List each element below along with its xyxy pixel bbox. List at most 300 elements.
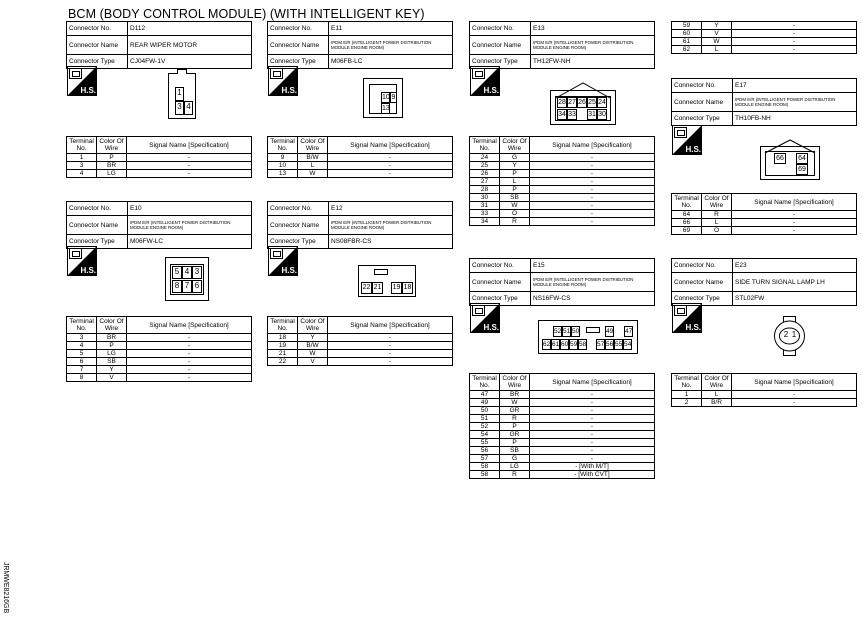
pin: 49 (606, 328, 614, 335)
table-row (67, 154, 252, 162)
table-cell: IPDM E/R (INTELLIGENT POWER DISTRIBUTION MODULE ENGINE ROOM) (128, 216, 252, 235)
connector-e12-table (267, 316, 453, 366)
pin: 54 (624, 341, 632, 348)
table-cell: TH10FB-NH (733, 112, 857, 126)
table-cell: 64 (672, 211, 702, 219)
table-row (470, 170, 655, 178)
hs-harness-side-icon: H.S. (268, 246, 298, 276)
table-cell: W (298, 350, 328, 358)
pin: 59 (570, 341, 578, 348)
pin: 26 (578, 99, 586, 106)
table-row (470, 186, 655, 194)
connector-e23-info (671, 258, 857, 306)
table-cell: 51 (470, 415, 500, 423)
table-cell: 13 (268, 170, 298, 178)
pin: 21 (372, 282, 383, 294)
table-cell: - (732, 46, 857, 54)
table-row (672, 22, 857, 30)
pin: 25 (588, 99, 596, 106)
table-cell: 58 (470, 471, 500, 479)
pin: 22 (361, 282, 372, 294)
table-cell: B/W (298, 342, 328, 350)
table-row (67, 366, 252, 374)
table-header-cell: Color Of Wire (298, 317, 328, 334)
table-cell: 49 (470, 399, 500, 407)
table-cell: 9 (268, 154, 298, 162)
table-cell: Connector Name (268, 216, 329, 235)
pin: 30 (598, 111, 606, 118)
table-cell: 28 (470, 186, 500, 194)
table-row (470, 439, 655, 447)
pin: 61 (552, 341, 560, 348)
table-cell: 31 (470, 202, 500, 210)
table-cell: - (328, 342, 453, 350)
pin: 56 (606, 341, 614, 348)
table-cell: E10 (128, 202, 252, 216)
table-row (470, 162, 655, 170)
table-cell: Connector No. (67, 22, 128, 36)
pin: 28 (558, 99, 566, 106)
table-cell: 50 (470, 407, 500, 415)
table-cell: IPDM E/R (INTELLIGENT POWER DISTRIBUTION MODULE ENGINE ROOM) (531, 36, 655, 55)
table-row (470, 431, 655, 439)
table-cell: R (500, 471, 530, 479)
table-header-cell: Signal Name [Specification] (732, 374, 857, 391)
table-cell: SB (500, 194, 530, 202)
connector-e10-info (66, 201, 252, 249)
table-cell: 3 (67, 162, 97, 170)
pin: 47 (625, 328, 633, 335)
table-row (67, 374, 252, 382)
table-row (268, 342, 453, 350)
table-row (470, 463, 655, 471)
table-cell: 66 (672, 219, 702, 227)
table-row (67, 350, 252, 358)
table-cell: Connector No. (67, 202, 128, 216)
connector-e17-table (671, 193, 857, 235)
connector-e11-table (267, 136, 453, 178)
table-cell: W (500, 202, 530, 210)
table-row (672, 391, 857, 399)
table-header-cell: Terminal No. (470, 374, 500, 391)
table-cell: - (732, 219, 857, 227)
table-cell: Connector Type (268, 55, 329, 69)
table-cell: M06FW-LC (128, 235, 252, 249)
connector-e11-info (267, 21, 453, 69)
table-cell: Connector Type (470, 55, 531, 69)
table-cell: P (500, 170, 530, 178)
pin: 57 (597, 341, 605, 348)
table-cell: Connector No. (470, 259, 531, 273)
table-cell: - [With M/T] (530, 463, 655, 471)
table-cell: 19 (268, 342, 298, 350)
table-cell: 2 (672, 399, 702, 407)
table-cell: Connector Type (67, 235, 128, 249)
table-cell: 52 (470, 423, 500, 431)
table-cell: Connector No. (672, 79, 733, 93)
table-cell: R (702, 211, 732, 219)
table-cell: W (500, 399, 530, 407)
table-cell: V (97, 374, 127, 382)
table-cell: - (530, 202, 655, 210)
table-cell: - (732, 391, 857, 399)
table-cell: 18 (268, 334, 298, 342)
table-row (672, 30, 857, 38)
table-cell: CJ04FW-1V (128, 55, 252, 69)
table-cell: 47 (470, 391, 500, 399)
table-cell: P (500, 186, 530, 194)
pin: 3 (175, 101, 184, 115)
table-cell: 61 (672, 38, 702, 46)
table-cell: Connector Name (67, 36, 128, 55)
table-cell: E13 (531, 22, 655, 36)
table-row (672, 38, 857, 46)
table-header-cell: Signal Name [Specification] (127, 317, 252, 334)
connector-e10-table (66, 316, 252, 382)
table-cell: - (127, 374, 252, 382)
table-row (268, 334, 453, 342)
table-header-cell: Signal Name [Specification] (328, 317, 453, 334)
pin: 62 (543, 341, 551, 348)
table-cell: - (127, 366, 252, 374)
table-row (470, 415, 655, 423)
hs-harness-side-icon: H.S. (67, 246, 97, 276)
hs-harness-side-icon: H.S. (672, 303, 702, 333)
table-cell: Connector Type (67, 55, 128, 69)
table-cell: 4 (67, 342, 97, 350)
table-cell: - (530, 391, 655, 399)
table-cell: Connector Type (672, 112, 733, 126)
table-cell: - (530, 154, 655, 162)
table-cell: BR (97, 162, 127, 170)
table-cell: 21 (268, 350, 298, 358)
table-row (672, 46, 857, 54)
pin: 55 (615, 341, 623, 348)
table-cell: L (702, 219, 732, 227)
connector-d112-info (66, 21, 252, 69)
pin: 64 (796, 153, 808, 164)
table-cell: Y (97, 366, 127, 374)
table-cell: - (732, 227, 857, 235)
table-cell: 60 (672, 30, 702, 38)
table-cell: NS16FW-CS (531, 292, 655, 306)
pin: 31 (588, 111, 596, 118)
table-cell: L (702, 46, 732, 54)
table-cell: - (732, 211, 857, 219)
table-header-cell: Color Of Wire (500, 137, 530, 154)
table-cell: G (500, 154, 530, 162)
pin: 5 (172, 266, 182, 279)
table-cell: 59 (672, 22, 702, 30)
table-header-cell: Signal Name [Specification] (530, 374, 655, 391)
table-cell: - (530, 399, 655, 407)
table-row (470, 423, 655, 431)
table-cell: - (127, 358, 252, 366)
table-cell: 55 (470, 439, 500, 447)
table-cell: - (530, 194, 655, 202)
table-cell: Y (500, 162, 530, 170)
table-cell: P (97, 342, 127, 350)
table-cell: E12 (329, 202, 453, 216)
table-cell: IPDM E/R (INTELLIGENT POWER DISTRIBUTION MODULE ENGINE ROOM) (329, 216, 453, 235)
table-cell: - (127, 162, 252, 170)
pin: 4 (182, 266, 192, 279)
table-cell: Y (702, 22, 732, 30)
table-row (67, 358, 252, 366)
connector-e17-info (671, 78, 857, 126)
table-cell: 3 (67, 334, 97, 342)
table-cell: 58 (470, 463, 500, 471)
table-cell: L (702, 391, 732, 399)
pin: 13 (382, 105, 390, 112)
table-cell: - (530, 415, 655, 423)
table-cell: Connector Name (672, 273, 733, 292)
table-cell: NS08FBR-CS (329, 235, 453, 249)
table-header-cell: Signal Name [Specification] (328, 137, 453, 154)
table-cell: R (500, 415, 530, 423)
table-cell: Connector Name (672, 93, 733, 112)
table-cell: IPDM E/R (INTELLIGENT POWER DISTRIBUTION MODULE ENGINE ROOM) (531, 273, 655, 292)
pin: 66 (774, 153, 786, 164)
table-row (67, 334, 252, 342)
table-row (470, 471, 655, 479)
pin: 60 (561, 341, 569, 348)
table-cell: V (298, 358, 328, 366)
table-row (268, 170, 453, 178)
table-row (470, 447, 655, 455)
table-header-cell: Signal Name [Specification] (530, 137, 655, 154)
hs-harness-side-icon: H.S. (470, 303, 500, 333)
table-cell: 62 (672, 46, 702, 54)
table-cell: - (530, 210, 655, 218)
table-cell: - (127, 350, 252, 358)
table-cell: Connector Name (67, 216, 128, 235)
table-cell: O (500, 210, 530, 218)
table-row (470, 391, 655, 399)
table-header-cell: Color Of Wire (500, 374, 530, 391)
table-row (268, 358, 453, 366)
table-cell: BR (500, 391, 530, 399)
connector-e13-continued-table (671, 21, 857, 54)
table-cell: 8 (67, 374, 97, 382)
hs-harness-side-icon: H.S. (67, 66, 97, 96)
pin: 18 (402, 282, 413, 294)
table-row (672, 227, 857, 235)
table-cell: LG (500, 463, 530, 471)
table-cell: 57 (470, 455, 500, 463)
table-cell: - (732, 399, 857, 407)
pin: 34 (558, 111, 566, 118)
table-header-cell: Signal Name [Specification] (127, 137, 252, 154)
table-cell: SB (500, 447, 530, 455)
connector-e12-info (267, 201, 453, 249)
table-row (268, 350, 453, 358)
table-cell: - (127, 170, 252, 178)
table-cell: G (500, 455, 530, 463)
pin: 19 (391, 282, 402, 294)
table-cell: 27 (470, 178, 500, 186)
table-cell: Connector No. (672, 259, 733, 273)
table-row (470, 154, 655, 162)
table-cell: W (298, 170, 328, 178)
pin: 51 (563, 328, 571, 335)
table-cell: Connector Type (470, 292, 531, 306)
table-header-cell: Color Of Wire (702, 194, 732, 211)
hs-harness-side-icon: H.S. (470, 66, 500, 96)
table-cell: 34 (470, 218, 500, 226)
table-cell: - (127, 334, 252, 342)
table-row (672, 399, 857, 407)
table-cell: - (530, 439, 655, 447)
table-row (470, 178, 655, 186)
table-header-cell: Terminal No. (67, 137, 97, 154)
connector-e13-info (469, 21, 655, 69)
table-cell: GR (500, 431, 530, 439)
pin: 69 (796, 164, 808, 175)
table-cell: 1 (67, 154, 97, 162)
table-row (67, 342, 252, 350)
table-cell: - (530, 178, 655, 186)
table-cell: L (500, 178, 530, 186)
table-cell: R (500, 218, 530, 226)
table-cell: 6 (67, 358, 97, 366)
table-cell: - (328, 170, 453, 178)
pin: 10 (382, 94, 390, 101)
table-cell: 33 (470, 210, 500, 218)
table-cell: IPDM E/R (INTELLIGENT POWER DISTRIBUTION MODULE ENGINE ROOM) (329, 36, 453, 55)
table-cell: Connector No. (268, 202, 329, 216)
table-row (672, 219, 857, 227)
table-header-cell: Terminal No. (672, 194, 702, 211)
table-cell: E11 (329, 22, 453, 36)
table-row (470, 210, 655, 218)
table-cell: REAR WIPER MOTOR (128, 36, 252, 55)
table-row (470, 194, 655, 202)
table-header-cell: Color Of Wire (97, 317, 127, 334)
pin: 2 (783, 330, 789, 339)
table-cell: - (328, 334, 453, 342)
pin: 33 (568, 111, 576, 118)
table-cell: 30 (470, 194, 500, 202)
table-cell: - (530, 218, 655, 226)
table-cell: SIDE TURN SIGNAL LAMP LH (733, 273, 857, 292)
table-cell: O (702, 227, 732, 235)
table-cell: E17 (733, 79, 857, 93)
pin: 8 (172, 280, 182, 293)
table-row (67, 162, 252, 170)
connector-e15-info (469, 258, 655, 306)
table-cell: - (530, 162, 655, 170)
table-cell: 4 (67, 170, 97, 178)
table-cell: E23 (733, 259, 857, 273)
table-header-cell: Signal Name [Specification] (732, 194, 857, 211)
table-cell: P (97, 154, 127, 162)
table-cell: 54 (470, 431, 500, 439)
table-cell: STL02FW (733, 292, 857, 306)
table-row (470, 455, 655, 463)
table-cell: 56 (470, 447, 500, 455)
pin: 3 (192, 266, 202, 279)
table-cell: B/R (702, 399, 732, 407)
connector-e13-table (469, 136, 655, 226)
connector-d112-table (66, 136, 252, 178)
table-cell: - (328, 154, 453, 162)
table-cell: LG (97, 170, 127, 178)
table-cell: LG (97, 350, 127, 358)
table-header-cell: Terminal No. (67, 317, 97, 334)
pin: 52 (554, 328, 562, 335)
table-header-cell: Terminal No. (470, 137, 500, 154)
table-cell: 24 (470, 154, 500, 162)
table-cell: Connector Name (470, 273, 531, 292)
table-cell: 22 (268, 358, 298, 366)
table-cell: - (530, 447, 655, 455)
table-cell: - [With CVT] (530, 471, 655, 479)
table-cell: D112 (128, 22, 252, 36)
table-cell: - (732, 38, 857, 46)
table-header-cell: Color Of Wire (702, 374, 732, 391)
table-header-cell: Color Of Wire (97, 137, 127, 154)
table-cell: M06FB-LC (329, 55, 453, 69)
pin: 24 (598, 99, 606, 106)
pin: 58 (579, 341, 587, 348)
table-cell: - (530, 423, 655, 431)
table-row (470, 399, 655, 407)
pin: 7 (182, 280, 192, 293)
table-cell: 5 (67, 350, 97, 358)
table-cell: - (732, 22, 857, 30)
table-cell: Connector No. (470, 22, 531, 36)
pin: 9 (391, 94, 396, 101)
pin: 4 (184, 101, 193, 115)
table-cell: - (127, 154, 252, 162)
table-cell: Connector Name (268, 36, 329, 55)
table-cell: L (298, 162, 328, 170)
table-header-cell: Terminal No. (268, 137, 298, 154)
table-cell: - (530, 407, 655, 415)
connector-e23-table (671, 373, 857, 407)
table-header-cell: Color Of Wire (298, 137, 328, 154)
table-row (268, 154, 453, 162)
pin: 6 (192, 280, 202, 293)
hs-harness-side-icon: H.S. (672, 125, 702, 155)
table-cell: 10 (268, 162, 298, 170)
table-cell: 7 (67, 366, 97, 374)
table-cell: B/W (298, 154, 328, 162)
connector-e15-table (469, 373, 655, 479)
table-cell: - (530, 170, 655, 178)
table-cell: Connector Name (470, 36, 531, 55)
table-row (470, 202, 655, 210)
page-title: BCM (BODY CONTROL MODULE) (WITH INTELLIGENT KEY) (68, 7, 425, 21)
table-cell: - (328, 358, 453, 366)
table-cell: - (732, 30, 857, 38)
table-cell: Connector Type (268, 235, 329, 249)
table-cell: 1 (672, 391, 702, 399)
pin: 50 (572, 328, 580, 335)
table-row (67, 170, 252, 178)
table-cell: SB (97, 358, 127, 366)
table-cell: V (702, 30, 732, 38)
pin: 1 (175, 87, 184, 101)
table-row (470, 407, 655, 415)
table-cell: - (127, 342, 252, 350)
table-row (470, 218, 655, 226)
table-cell: Y (298, 334, 328, 342)
table-cell: 69 (672, 227, 702, 235)
table-row (672, 211, 857, 219)
table-cell: GR (500, 407, 530, 415)
